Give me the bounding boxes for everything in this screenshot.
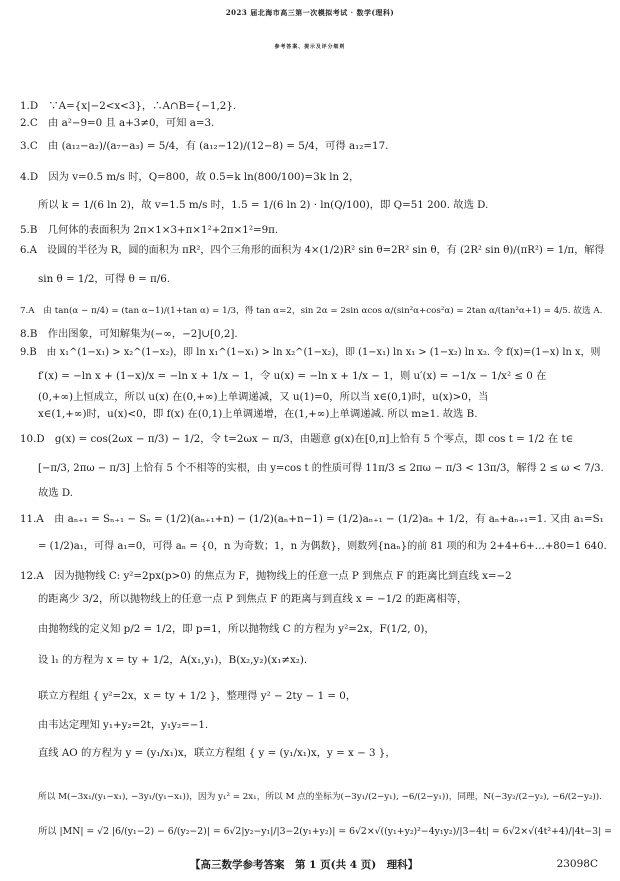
answer-line-18: 11.A 由 aₙ₊₁ = Sₙ₊₁ − Sₙ = (1/2)(aₙ₊₁+n) − (1/2)(aₙ+n−1) = (1/2)aₙ₊₁ − (1/2)aₙ + 1/2，有 aₙ+aₙ₊₁=1. 又由 a₁=S₁ (20, 513, 604, 525)
answer-line-13: (0,+∞)上恒成立，所以 u(x) 在(0,+∞)上单调递减，又 u(1)=0，所以当 x∈(0,1)时，u(x)>0，当 (38, 391, 489, 403)
answer-line-8: sin θ = 1/2，可得 θ = π/6. (38, 273, 171, 285)
answer-line-16: [−π/3, 2πω − π/3] 上恰有 5 个不相等的实根，由 y=cos t 的性质可得 11π/3 ≤ 2πω − π/3 < 13π/3，解得 2 ≤ ω < 7/3. (38, 463, 604, 474)
answer-line-3: 3.C 由 (a₁₂−a₂)/(a₇−a₃) = 5/4，有 (a₁₂−12)/(12−8) = 5/4，可得 a₁₂=17. (20, 140, 389, 152)
page-subtitle: 参考答案、提示及评分细则 (274, 44, 346, 50)
answer-line-19: = (1/2)a₁，可得 a₁=0，可得 aₙ = {0，n 为奇数；1，n 为偶数}，则数列{naₙ}的前 81 项的和为 2+4+6+…+80=1 640. (38, 541, 607, 552)
answer-line-14: x∈(1,+∞)时，u(x)<0，即 f(x) 在(0,1)上单调递增，在(1,+∞)上单调递减. 所以 m≥1. 故选 B. (38, 408, 478, 420)
answer-line-20: 12.A 因为抛物线 C: y²=2px(p>0) 的焦点为 F，抛物线上的任意一点 P 到焦点 F 的距离比到直线 x=−2 (20, 570, 512, 582)
answer-line-5: 所以 k = 1/(6 ln 2)，故 v=1.5 m/s 时，1.5 = 1/(6 ln 2) · ln(Q/100)，即 Q=51 200. 故选 D. (38, 199, 489, 211)
answer-line-23: 设 l₁ 的方程为 x = ty + 1/2，A(x₁,y₁)，B(x₂,y₂)(x₁≠x₂). (38, 654, 308, 666)
answer-line-10: 8.B 作出图象，可知解集为(−∞，−2]∪[0,2]. (20, 328, 238, 340)
answer-line-22: 由抛物线的定义知 p/2 = 1/2，即 p=1，所以抛物线 C 的方程为 y²=2x，F(1/2, 0)， (38, 623, 435, 635)
answer-line-11: 9.B 由 x₁^(1−x₁) > x₂^(1−x₂)，即 ln x₁^(1−x₁) > ln x₂^(1−x₂)，即 (1−x₁) ln x₁ > (1−x₂) ln x₂. 令 f(x)=(1−x) ln x，则 (20, 347, 601, 358)
answer-line-12: f′(x) = −ln x + (1−x)/x = −ln x + 1/x − 1，令 u(x) = −ln x + 1/x − 1，则 u′(x) = −1/x − 1/x² ≤ 0 在 (38, 370, 547, 382)
answer-line-24: 联立方程组 { y²=2x，x = ty + 1/2 }，整理得 y² − 2ty − 1 = 0， (38, 690, 357, 702)
answer-line-25: 由韦达定理知 y₁+y₂=2t，y₁y₂=−1. (38, 719, 209, 731)
answer-line-6: 5.B 几何体的表面积为 2π×1×3+π×1²+2π×1²=9π. (20, 224, 279, 236)
page-title: 2023 届北海市高三第一次模拟考试 · 数学(理科) (225, 8, 395, 17)
answer-line-17: 故选 D. (38, 487, 74, 499)
answer-line-26: 直线 AO 的方程为 y = (y₁/x₁)x，联立方程组 { y = (y₁/x₁)x，y = x − 3 }， (38, 747, 396, 759)
answer-line-1: 1.D ∵A={x|−2<x<3}，∴A∩B={−1,2}. (20, 100, 237, 112)
answer-line-9: 7.A 由 tan(α − π/4) = (tan α−1)/(1+tan α) = 1/3，得 tan α=2，sin 2α = 2sin αcos α/(sin²α+cos²α) = 2tan α/(tan²α+1) = 4/5. 故选 A. (20, 306, 603, 316)
answer-line-4: 4.D 因为 v=0.5 m/s 时，Q=800，故 0.5=k ln(800/100)=3k ln 2， (20, 171, 360, 183)
answer-line-21: 的距离少 3/2，所以抛物线上的任意一点 P 到焦点 F 的距离与到直线 x = −1/2 的距离相等， (38, 593, 468, 605)
answer-line-15: 10.D g(x) = cos(2ωx − π/3) − 1/2，令 t=2ωx − π/3，由题意 g(x)在[0,π]上恰有 5 个零点，即 cos t = 1/2 在 t∈ (20, 433, 574, 445)
answer-line-27: 所以 M(−3x₁/(y₁−x₁), −3y₁/(y₁−x₁))，因为 y₁² = 2x₁，所以 M 点的坐标为(−3y₁/(2−y₁), −6/(2−y₁))，同理，N(−3y₂/(2−y₂), −6/(2−y₂)). (38, 792, 602, 802)
answer-line-2: 2.C 由 a²−9=0 且 a+3≠0，可知 a=3. (20, 117, 215, 129)
page-footer: 【高三数学参考答案 第 1 页(共 4 页) 理科】 (190, 859, 419, 871)
answer-line-7: 6.A 设圆的半径为 R，圆的面积为 πR²，四个三角形的面积为 4×(1/2)R² sin θ=2R² sin θ，有 (2R² sin θ)/(πR²) = 1/π，解得 (20, 245, 605, 256)
document-code: 23098C (556, 858, 598, 870)
answer-line-28: 所以 |MN| = √2 |6/(y₁−2) − 6/(y₂−2)| = 6√2|y₂−y₁|/|3−2(y₁+y₂)| = 6√2×√((y₁+y₂)²−4y₁y₂)/|3−4t| = 6√2×√(4t²+4)/|4t−3| = (38, 826, 612, 837)
